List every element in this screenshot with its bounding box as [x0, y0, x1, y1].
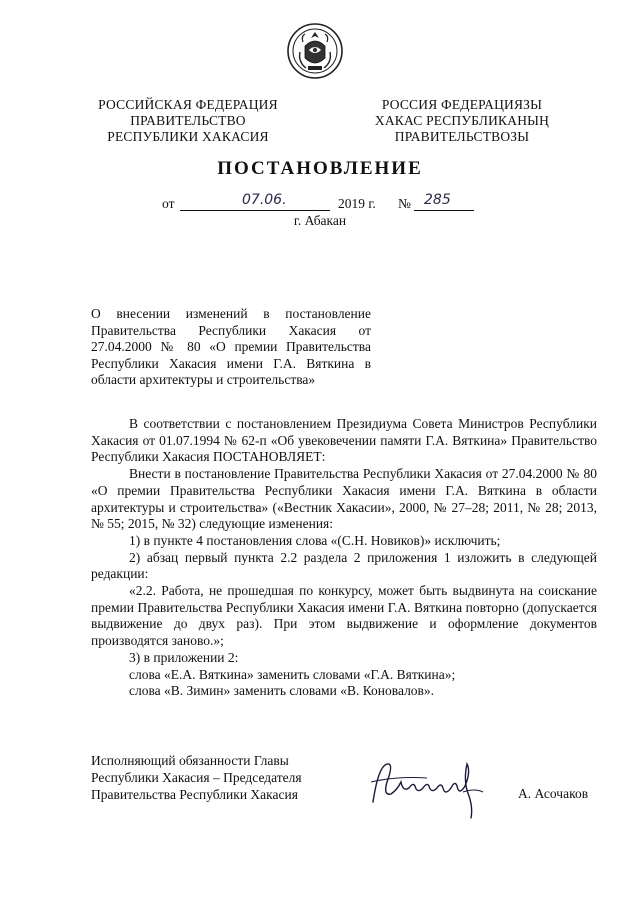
signature-line-3: Правительства Республики Хакасия	[91, 787, 298, 802]
document-body	[91, 416, 597, 700]
handwritten-signature-icon	[367, 752, 497, 822]
header-left-line-3: РЕСПУБЛИКИ ХАКАСИЯ	[107, 129, 269, 144]
signature-block	[91, 752, 331, 803]
body-paragraph-7: слова «Е.А. Вяткина» заменить словами «Г.А. Вяткина»;	[129, 666, 456, 682]
number-handwritten: 285	[424, 192, 451, 208]
signer-name: А. Асочаков	[518, 786, 589, 801]
body-paragraph-2: Внести в постановление Правительства Республики Хакасия от 27.04.2000 № 80 «О премии Правительства Республики Хакасия имени Г.А. Вяткина в области архитектуры и строительства» («Вестник Хакасии», 2000, № 27–28; 2011, № 28; 2013, № 55; 2015, № 32) следующие изменения:	[91, 466, 597, 532]
body-paragraph-4: 2) абзац первый пункта 2.2 раздела 2 приложения 1 изложить в следующей редакции:	[91, 549, 597, 582]
header-left-line-1: РОССИЙСКАЯ ФЕДЕРАЦИЯ	[98, 97, 278, 112]
header-left-line-2: ПРАВИТЕЛЬСТВО	[130, 113, 246, 128]
date-prefix: от	[162, 196, 175, 211]
header-right	[357, 97, 567, 145]
body-paragraph-6: 3) в приложении 2:	[129, 649, 239, 665]
body-paragraph-8: слова «В. Зимин» заменить словами «В. Коновалов».	[129, 683, 435, 699]
body-paragraph-3: 1) в пункте 4 постановления слова «(С.Н. Новиков)» исключить;	[129, 532, 501, 548]
header-left	[88, 97, 288, 145]
header-right-line-1: РОССИЯ ФЕДЕРАЦИЯЗЫ	[381, 97, 543, 112]
body-paragraph-5: «2.2. Работа, не прошедшая по конкурсу, может быть выдвинута на соискание премии Правительства Республики Хакасия имени Г.А. Вяткина повторно (допускается выдвижение до двух раз). При этом выдвижение и оформление документов производятся заново.»;	[91, 583, 597, 649]
date-handwritten: 07.06.	[242, 192, 287, 208]
signature-line-1: Исполняющий обязанности Главы	[91, 753, 289, 768]
number-label: №	[398, 196, 411, 211]
document-subject: О внесении изменений в постановление Правительства Республики Хакасия от 27.04.2000 № 80 «О премии Правительства Республики Хакасия имени Г.А. Вяткина в области архитектуры и строительства»	[91, 306, 371, 387]
signature-line-2: Республики Хакасия – Председателя	[91, 770, 302, 785]
header-right-line-2: ХАКАС РЕСПУБЛИКАНЫҢ	[374, 113, 550, 128]
city: г. Абакан	[293, 213, 347, 228]
document-title: ПОСТАНОВЛЕНИЕ	[217, 158, 423, 179]
khakassia-coat-of-arms-icon	[286, 22, 344, 80]
header-right-line-3: ПРАВИТЕЛЬСТВОЗЫ	[394, 129, 530, 144]
body-paragraph-1: В соответствии с постановлением Президиума Совета Министров Республики Хакасия от 01.07.1994 № 62-п «Об увековечении памяти Г.А. Вяткина» Правительство Республики Хакасия ПОСТАНОВЛЯЕТ:	[91, 416, 597, 465]
date-year: 2019 г.	[338, 196, 376, 211]
date-line	[152, 192, 492, 214]
